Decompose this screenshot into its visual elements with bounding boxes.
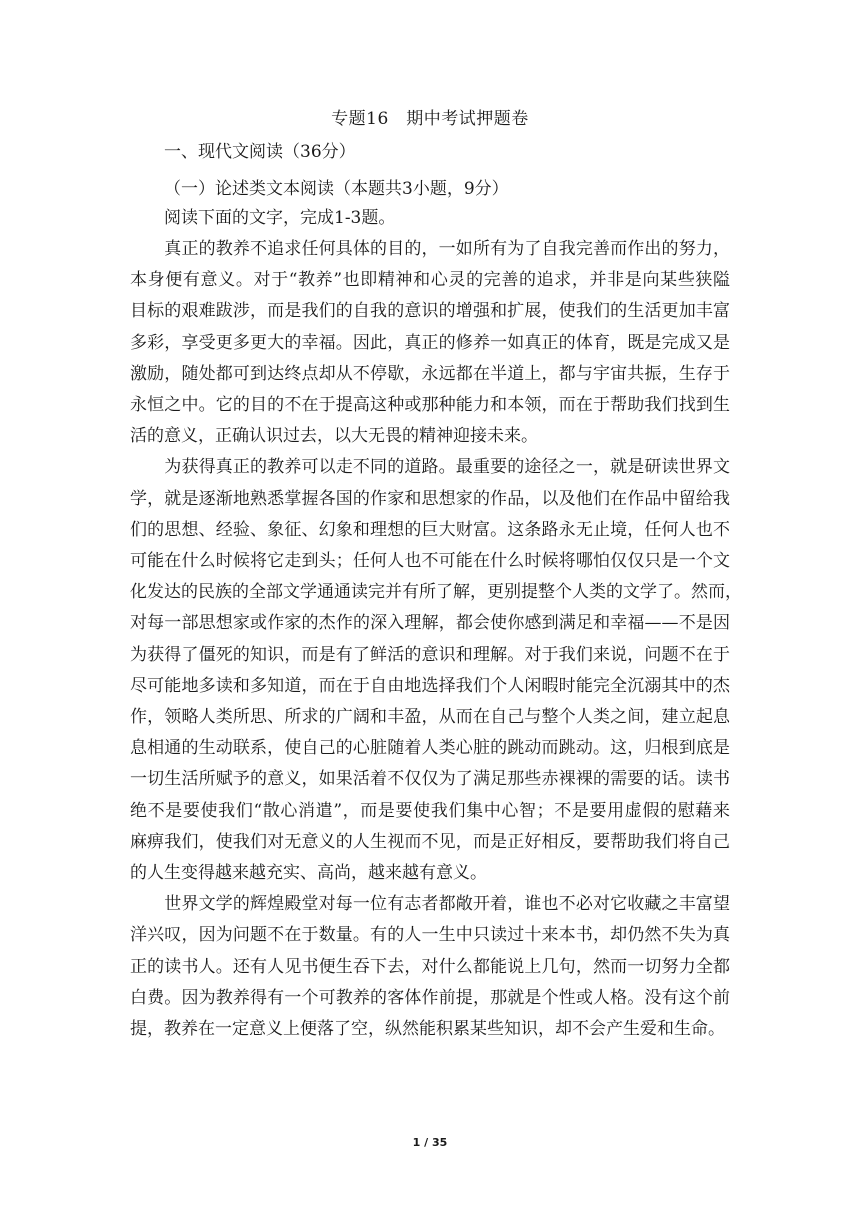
text-line: 作，领略人类所思、所求的广阔和丰盈，从而在自己与整个人类之间，建立起息 — [130, 707, 730, 727]
text-line: 学，就是逐渐地熟悉掌握各国的作家和思想家的作品，以及他们在作品中留给我 — [130, 488, 730, 509]
text-line: 洋兴叹，因为问题不在于数量。有的人一生中只读过十来本书，却仍然不失为真 — [130, 925, 730, 946]
text-line: 们的思想、经验、象征、幻象和理想的巨大财富。这条路永无止境，任何人也不 — [130, 519, 730, 540]
text-line: 激励，随处都可到达终点却从不停歇，永远都在半道上，都与宇宙共振，生存于 — [130, 363, 730, 384]
text-line: 提，教养在一定意义上便落了空，纵然能积累某些知识，却不会产生爱和生命。 — [130, 1019, 725, 1039]
text-line: 真正的教养不追求任何具体的目的，一如所有为了自我完善而作出的努力， — [130, 239, 730, 259]
text-line: 对每一部思想家或作家的杰作的深入理解，都会使你感到满足和幸福——不是因 — [130, 613, 730, 634]
text-line: 世界文学的辉煌殿堂对每一位有志者都敞开着，谁也不必对它收藏之丰富望 — [130, 894, 730, 915]
text-line: 目标的艰难跋涉，而是我们的自我的意识的增强和扩展，使我们的生活更加丰富 — [130, 301, 730, 322]
document-title: 专题16 期中考试押题卷 — [331, 109, 529, 129]
text-line: 化发达的民族的全部文学通通读完并有所了解，更别提整个人类的文学了。然而， — [130, 582, 742, 603]
text-line: 活的意义，正确认识过去，以大无畏的精神迎接未来。 — [130, 426, 538, 447]
text-line: 白费。因为教养得有一个可教养的客体作前提，那就是个性或人格。没有这个前 — [130, 987, 730, 1008]
text-line: 正的读书人。还有人见书便生吞下去，对什么都能说上几句，然而一切努力全都 — [130, 956, 730, 977]
text-line: 本身便有意义。对于“教养”也即精神和心灵的完善的追求，并非是向某些狭隘 — [130, 270, 730, 291]
text-line: 的人生变得越来越充实、高尚，越来越有意义。 — [130, 863, 487, 883]
text-line: 尽可能地多读和多知道，而在于自由地选择我们个人闲暇时能完全沉溺其中的杰 — [130, 675, 730, 696]
text-line: 永恒之中。它的目的不在于提高这种或那种能力和本领，而在于帮助我们找到生 — [130, 395, 730, 415]
text-line: 息相通的生动联系，使自己的心脏随着人类心脏的跳动而跳动。这，归根到底是 — [130, 738, 730, 759]
section-heading: 一、现代文阅读（36分） — [164, 142, 356, 162]
text-line: 一切生活所赋予的意义，如果活着不仅仅为了满足那些赤裸裸的需要的话。读书 — [130, 769, 730, 790]
text-line: 绝不是要使我们“散心消遣”，而是要使我们集中心智；不是要用虚假的慰藉来 — [130, 800, 730, 821]
text-line: 为获得真正的教养可以走不同的道路。最重要的途径之一，就是研读世界文 — [130, 457, 730, 478]
instruction-text: 阅读下面的文字，完成1-3题。 — [164, 208, 396, 228]
text-line: 多彩，享受更多更大的幸福。因此，真正的修养一如真正的体育，既是完成又是 — [130, 332, 730, 353]
text-line: 可能在什么时候将它走到头；任何人也不可能在什么时候将哪怕仅仅只是一个文 — [130, 551, 730, 571]
text-line: 麻痹我们，使我们对无意义的人生视而不见，而是正好相反，要帮助我们将自己 — [130, 831, 730, 852]
subsection-heading: （一）论述类文本阅读（本题共3小题，9分） — [164, 179, 509, 199]
text-line: 为获得了僵死的知识，而是有了鲜活的意识和理解。对于我们来说，问题不在于 — [130, 644, 730, 665]
page-number: 1 / 35 — [412, 1136, 448, 1149]
